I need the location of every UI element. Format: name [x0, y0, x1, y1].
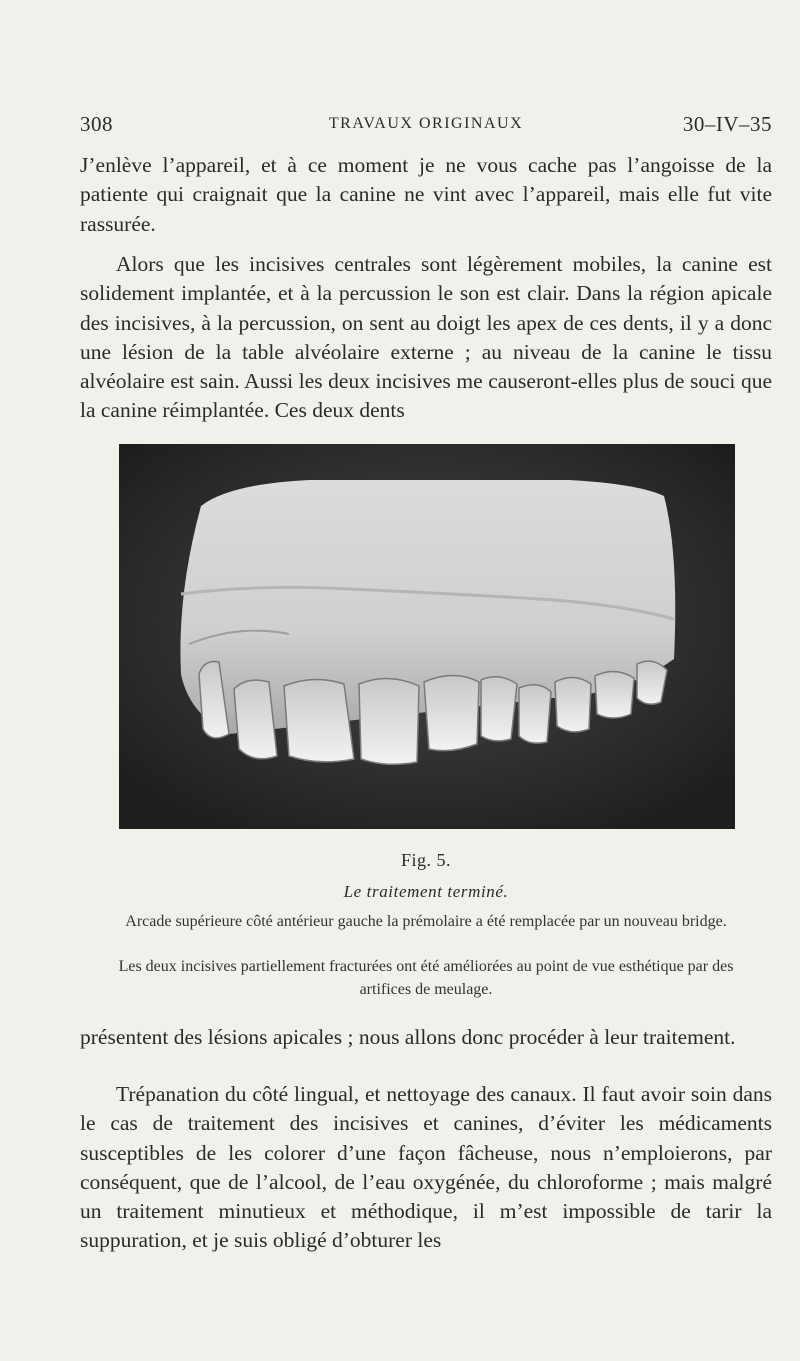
- paragraph-1: J’enlève l’appareil, et à ce moment je ne vous cache pas l’angoisse de la patiente qui craignait que la canine ne vint avec l’appareil, mais elle fut vite rassurée.: [80, 153, 772, 236]
- figure-caption-1: Arcade supérieure côté antérieur gauche la prémolaire a été remplacée par un nouveau bridge.: [125, 913, 727, 930]
- dental-cast-photo: [119, 444, 735, 829]
- issue-date: 30–IV–35: [682, 112, 772, 136]
- paragraph-3: présentent des lésions apicales ; nous allons donc procéder à leur traitement.: [80, 1025, 736, 1049]
- running-head: [80, 112, 772, 142]
- figure-caption-2: Les deux incisives partiellement fracturées ont été améliorées au point de vue esthétique par des artifices de meulage.: [118, 958, 734, 998]
- figure-subtitle: Le traitement terminé.: [343, 882, 509, 901]
- section-title: TRAVAUX ORIGINAUX: [328, 115, 524, 132]
- page-number: 308: [80, 112, 113, 136]
- figure-label: Fig. 5.: [400, 850, 451, 870]
- paragraph-4: Trépanation du côté lingual, et nettoyage des canaux. Il faut avoir soin dans le cas de traitement des incisives et canines, d’éviter les médicaments susceptibles de les colorer d’une façon fâcheuse, nous n’emploierons, par conséquent, que de l’alcool, de l’eau oxygénée, du chloroforme ; mais malgré un traitement minutieux et méthodique, il m’est impossible de tarir la suppuration, et je suis obligé d’obturer les: [80, 1082, 772, 1253]
- paragraph-2: Alors que les incisives centrales sont légèrement mobiles, la canine est solidement implantée, et à la percussion le son est clair. Dans la région apicale des incisives, à la percussion, on sent au doigt les apex de ces dents, il y a donc une lésion de la table alvéolaire externe ; au niveau de la canine le tissu alvéolaire est sain. Aussi les deux incisives me causeront-elles plus de souci que la canine réimplantée. Ces deux dents: [80, 252, 772, 423]
